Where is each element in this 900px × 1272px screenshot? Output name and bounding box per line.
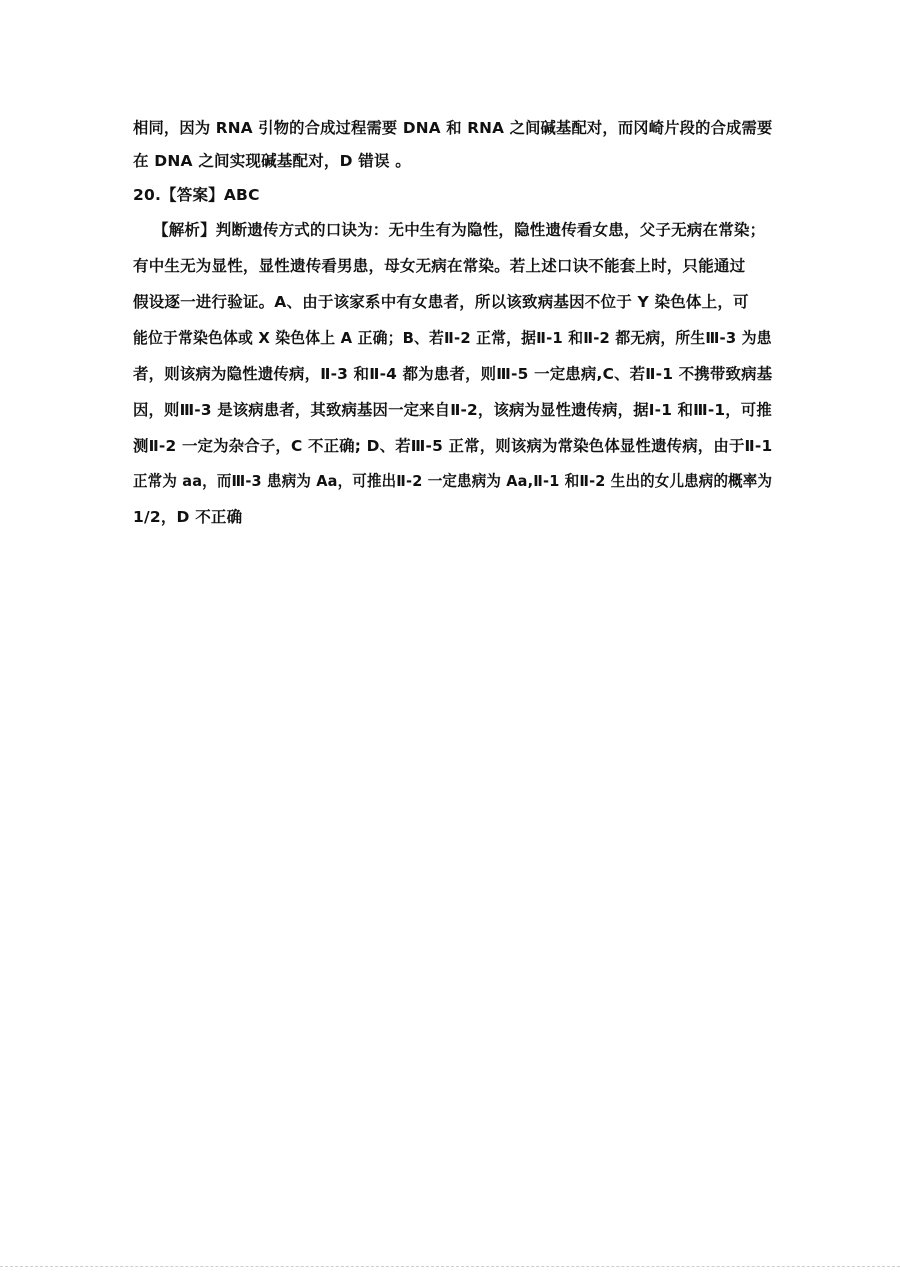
answer-heading: 20.【答案】ABC (133, 186, 260, 204)
analysis-line-8: 正常为 aa，而Ⅲ-3 患病为 Aa，可推出Ⅱ-2 一定患病为 Aa,Ⅱ-1 和Ⅱ-2 生出的女儿患病的概率为 (133, 472, 773, 490)
paragraph-line-1: 相同，因为 RNA 引物的合成过程需要 DNA 和 RNA 之间碱基配对，而冈崎片段的合成需要 (133, 119, 773, 137)
paragraph-line-2: 在 DNA 之间实现碱基配对，D 错误 。 (133, 152, 411, 170)
analysis-line-6: 因，则Ⅲ-3 是该病患者，其致病基因一定来自Ⅱ-2，该病为显性遗传病，据Ⅰ-1 和Ⅲ-1，可推 (133, 401, 772, 419)
analysis-line-9: 1/2，D 不正确 (133, 508, 243, 526)
analysis-line-7: 测Ⅱ-2 一定为杂合子，C 不正确; D、若Ⅲ-5 正常，则该病为常染色体显性遗传病，由于Ⅱ-1 (133, 437, 773, 455)
analysis-line-4: 能位于常染色体或 X 染色体上 A 正确；B、若Ⅱ-2 正常，据Ⅱ-1 和Ⅱ-2 都无病，所生Ⅲ-3 为患 (133, 329, 772, 347)
page-bottom-divider (0, 1266, 900, 1267)
analysis-line-1: 【解析】判断遗传方式的口诀为：无中生有为隐性，隐性遗传看女患，父子无病在常染； (153, 221, 766, 239)
analysis-line-2: 有中生无为显性，显性遗传看男患，母女无病在常染。若上述口诀不能套上时，只能通过 (133, 257, 746, 275)
analysis-line-5: 者，则该病为隐性遗传病，Ⅱ-3 和Ⅱ-4 都为患者，则Ⅲ-5 一定患病,C、若Ⅱ-1 不携带致病基 (133, 365, 773, 383)
analysis-line-3: 假设逐一进行验证。A、由于该家系中有女患者，所以该致病基因不位于 Y 染色体上，可 (133, 293, 749, 311)
